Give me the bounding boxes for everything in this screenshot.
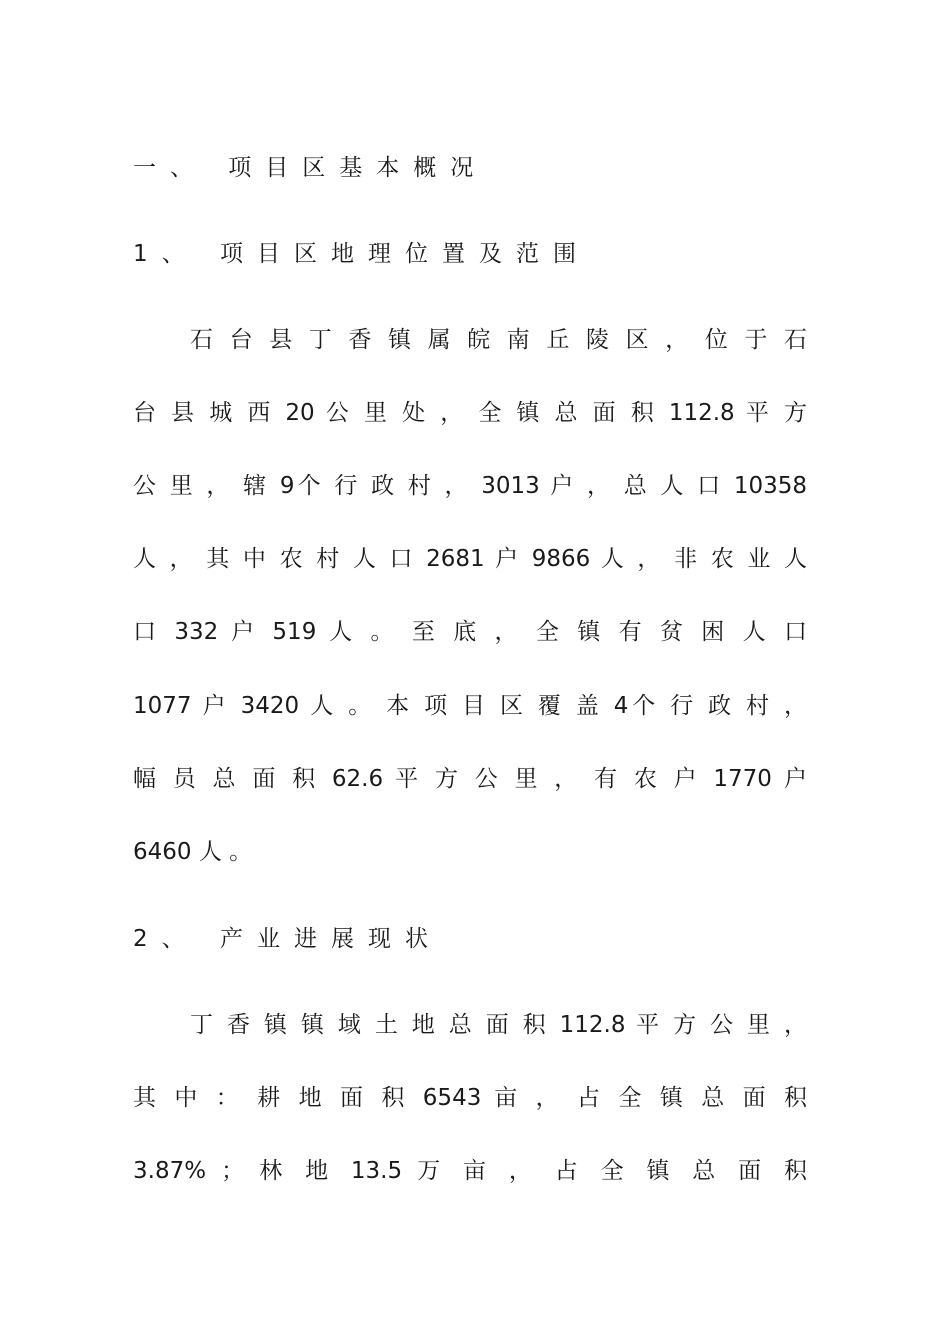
- paragraph-line: 1077 户 3420 人 。 本 项 目 区 覆 盖 4个 行 政 村 ，: [133, 693, 807, 719]
- paragraph-line: 丁 香 镇 镇 域 土 地 总 面 积 112.8 平 方 公 里 ，: [190, 1012, 807, 1038]
- main-heading: 一、 项目区基本概况: [133, 155, 488, 181]
- paragraph-line: 3.87% ； 林 地 13.5 万 亩 ， 占 全 镇 总 面 积: [133, 1158, 807, 1184]
- paragraph-line: 6460 人 。: [133, 839, 253, 865]
- section-1-title: 1、 项目区地理位置及范围: [133, 241, 590, 267]
- paragraph-line: 石 台 县 丁 香 镇 属 皖 南 丘 陵 区 ， 位 于 石: [190, 327, 807, 353]
- paragraph-line: 公 里 ， 辖 9个 行 政 村 ， 3013 户 ， 总 人 口 10358: [133, 473, 807, 499]
- paragraph-line: 口 332 户 519 人 。 至 底 ， 全 镇 有 贫 困 人 口: [133, 619, 807, 645]
- section-2-title: 2、 产业进展现状: [133, 926, 442, 952]
- paragraph-line: 幅 员 总 面 积 62.6 平 方 公 里 ， 有 农 户 1770 户: [133, 766, 807, 792]
- paragraph-line: 台 县 城 西 20 公 里 处 ， 全 镇 总 面 积 112.8 平 方: [133, 400, 807, 426]
- paragraph-line: 其 中 ： 耕 地 面 积 6543 亩 ， 占 全 镇 总 面 积: [133, 1085, 807, 1111]
- paragraph-line: 人 ， 其 中 农 村 人 口 2681 户 9866 人 ， 非 农 业 人: [133, 546, 807, 572]
